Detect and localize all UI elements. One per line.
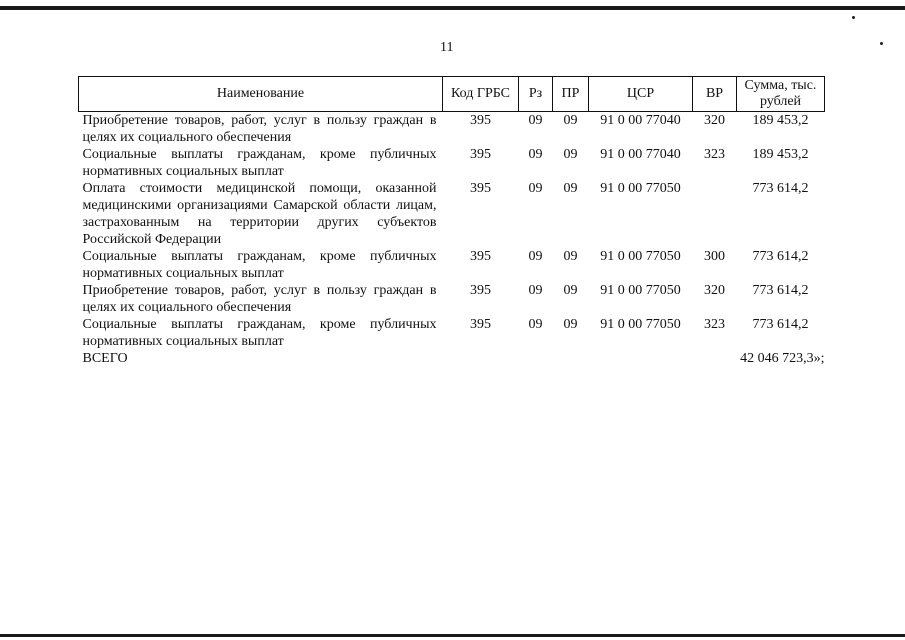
table-row (79, 112, 825, 147)
row-rz: 09 (528, 283, 543, 298)
table-header-row (79, 77, 825, 112)
row-pr: 09 (563, 181, 578, 196)
row-vr: 300 (704, 249, 725, 264)
row-pr: 09 (563, 317, 578, 332)
row-pr: 09 (563, 283, 578, 298)
header-rz: Рз (519, 77, 553, 112)
row-sum: 189 453,2 (752, 113, 809, 128)
row-sum: 773 614,2 (752, 181, 809, 196)
table-row (79, 146, 825, 180)
table-row (79, 180, 825, 248)
row-grbs: 395 (470, 249, 491, 264)
scan-speck (852, 16, 855, 19)
row-csr: 91 0 00 77050 (600, 283, 681, 298)
table-row (79, 248, 825, 282)
row-grbs: 395 (470, 181, 491, 196)
row-name: Социальные выплаты гражданам, кроме публичных нормативных социальных выплат (82, 317, 437, 349)
row-rz: 09 (528, 113, 543, 128)
header-sum: Сумма, тыс. рублей (737, 77, 825, 112)
row-sum: 773 614,2 (752, 317, 809, 332)
total-row (79, 350, 825, 367)
row-grbs: 395 (470, 317, 491, 332)
row-name: Приобретение товаров, работ, услуг в пользу граждан в целях их социального обеспечения (82, 283, 437, 315)
total-label: ВСЕГО (82, 351, 128, 366)
row-name: Социальные выплаты гражданам, кроме публичных нормативных социальных выплат (82, 147, 437, 179)
table-row (79, 316, 825, 350)
row-name: Приобретение товаров, работ, услуг в пользу граждан в целях их социального обеспечения (82, 113, 437, 145)
row-sum: 189 453,2 (752, 147, 809, 162)
row-pr: 09 (563, 147, 578, 162)
total-sum: 42 046 723,3»; (740, 351, 825, 366)
header-grbs: Код ГРБС (443, 77, 519, 112)
page-number: 11 (440, 40, 454, 55)
row-csr: 91 0 00 77050 (600, 317, 681, 332)
row-sum: 773 614,2 (752, 283, 809, 298)
budget-table (78, 76, 825, 367)
row-rz: 09 (528, 147, 543, 162)
row-vr: 320 (704, 113, 725, 128)
scan-border-top (0, 6, 905, 10)
row-grbs: 395 (470, 113, 491, 128)
row-sum: 773 614,2 (752, 249, 809, 264)
row-pr: 09 (563, 113, 578, 128)
row-csr: 91 0 00 77050 (600, 181, 681, 196)
row-vr: 323 (704, 147, 725, 162)
row-csr: 91 0 00 77040 (600, 147, 681, 162)
table-row (79, 282, 825, 316)
row-grbs: 395 (470, 147, 491, 162)
row-rz: 09 (528, 317, 543, 332)
scan-border-bottom (0, 634, 905, 637)
header-pr: ПР (553, 77, 589, 112)
row-vr: 320 (704, 283, 725, 298)
header-vr: ВР (693, 77, 737, 112)
row-csr: 91 0 00 77050 (600, 249, 681, 264)
row-name: Оплата стоимости медицинской помощи, оказанной медицинскими организациями Самарской области лицам, застрахованным на территории других субъектов Российской Федерации (82, 181, 437, 247)
header-csr: ЦСР (589, 77, 693, 112)
scan-speck (880, 42, 883, 45)
row-grbs: 395 (470, 283, 491, 298)
row-rz: 09 (528, 249, 543, 264)
row-csr: 91 0 00 77040 (600, 113, 681, 128)
row-vr: 323 (704, 317, 725, 332)
row-name: Социальные выплаты гражданам, кроме публичных нормативных социальных выплат (82, 249, 437, 281)
row-vr (693, 180, 737, 248)
row-rz: 09 (528, 181, 543, 196)
row-pr: 09 (563, 249, 578, 264)
header-name: Наименование (79, 77, 443, 112)
